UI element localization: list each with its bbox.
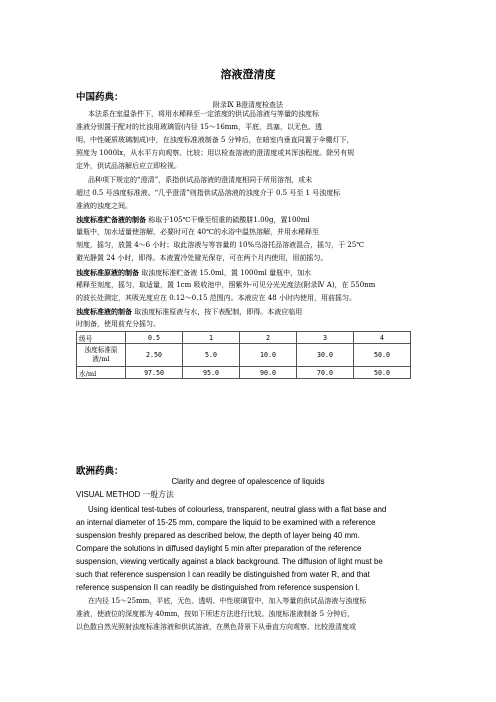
table-cell: 30.0: [297, 344, 354, 367]
para1-line: 照度为 1000lx，从水平方向观察、比较；用以检查溶液的澄清度或其浑浊程度。除另有规: [76, 149, 355, 157]
en-line: Using identical test-tubes of colourless, transparent, neutral glass with a flat base and: [88, 505, 387, 514]
table-row: [77, 344, 411, 367]
table-row: [77, 332, 411, 344]
table-cell: 2.50: [126, 344, 183, 367]
table-cell: 90.0: [240, 367, 297, 379]
table-row: [77, 367, 411, 379]
en-line: suspension, viewing vertically against a black background. The diffusion of light must be: [76, 557, 383, 566]
para2-line: 超过 0.5 号浊度标准液。“几乎澄清”则指供试品溶液的浊度介于 0.5 号至 1 号浊度标: [76, 189, 341, 197]
std-text: 取浊度标准原液与水，按下表配制，即得。本液应临用: [134, 308, 303, 316]
table-cell: 5.0: [183, 344, 240, 367]
para1-line: 本法系在室温条件下，将用水稀释至一定浓度的供试品溶液与等量的浊度标: [88, 110, 319, 118]
stock-line: 量瓶中，加水适量使溶解，必要时可在 40℃的水浴中温热溶解，并用水稀释至: [76, 228, 319, 236]
appendix-title: 附录Ⅸ B澄清度检查法: [212, 101, 284, 109]
stock-heading: 浊度标准贮备液的制备: [76, 215, 146, 224]
table-cell: 2: [240, 332, 297, 344]
en-line: Compare the solutions in diffused daylight 5 min after preparation of the reference: [76, 544, 362, 553]
en-line: suspension freshly prepared as described below, the depth of layer being 40 mm.: [76, 531, 360, 540]
table-cell: 95.0: [183, 367, 240, 379]
raw-line: 稀释至刻度，摇匀，取适量，置 1cm 吸收池中，照紫外-可见分光光度法(附录Ⅳ A)，在 550nm: [76, 281, 376, 289]
table-cell: 50.0: [354, 367, 411, 379]
std-line: 时制备，使用前充分摇匀。: [76, 320, 160, 328]
para1-line: 准液分别置于配对的比浊用玻璃管(内径 15～16mm，平底，具塞，以无色、透: [76, 123, 323, 131]
table-cell: 97.50: [126, 367, 183, 379]
row-header: 级号: [77, 332, 126, 344]
table-cell: 70.0: [297, 367, 354, 379]
raw-text: 取浊度标准贮备液 15.0ml，置 1000ml 量瓶中，加水: [141, 269, 312, 277]
zh-line: 以色散自然光照射浊度标准溶液和供试溶液，在黑色背景下从垂直方向观察、比较澄清度或: [76, 623, 356, 631]
en-line: such that reference suspension I can readily be distinguished from water R, and that: [76, 570, 370, 579]
stock-line: 避光静置 24 小时，即得。本液置冷处避光保存，可在两个月内使用，用前摇匀。: [76, 254, 328, 262]
zh-line: 在内径 15～25mm，平底，无色、透明、中性玻璃管中，加入等量的供试品溶液与浊度标: [88, 597, 367, 605]
section-heading-ep: 欧洲药典：: [76, 466, 124, 477]
raw-line-1: [76, 268, 311, 278]
para2-line: 品种项下规定的“澄清”，系指供试品溶液的澄清度相同于所用溶剂，或未: [88, 176, 313, 184]
row-header: 水/ml: [77, 367, 126, 379]
para2-line: 准液的浊度之间。: [76, 202, 132, 210]
stock-line: 刻度，摇匀，放置 4～6 小时；取此溶液与等容量的 10%乌洛托品溶液混合，摇匀，于 25℃: [76, 241, 365, 249]
stock-line-1: [76, 215, 310, 225]
method-label: VISUAL METHOD 一般方法: [76, 490, 174, 499]
raw-line: 的波长处测定，其吸光度应在 0.12～0.15 范围内。本液应在 48 小时内使用，用前摇匀。: [76, 294, 356, 302]
zh-line: 准液，使液位的深度都为 40mm，按如下所述方法进行比较。浊度标准液制备 5 分钟后，: [76, 610, 355, 618]
table-cell: 50.0: [354, 344, 411, 367]
document-title: 溶液澄清度: [220, 68, 276, 81]
std-line-1: [76, 307, 302, 317]
std-heading: 浊度标准液的制备: [76, 307, 132, 316]
table-cell: 3: [297, 332, 354, 344]
para1-line: 明、中性硬质玻璃制成)中，在浊度标准液制备 5 分钟后，在暗室内垂直同置于伞棚灯下，: [76, 136, 354, 144]
table-cell: 10.0: [240, 344, 297, 367]
en-line: an internal diameter of 15-25 mm, compare the liquid to be examined with a reference: [76, 518, 376, 527]
row-header: 浊度标准原液/ml: [77, 344, 126, 367]
ep-subtitle: Clarity and degree of opalescence of liquids: [171, 477, 325, 486]
section-heading-chp: 中国药典：: [76, 92, 124, 103]
table-cell: 4: [354, 332, 411, 344]
stock-text: 称取于105℃干燥至恒重的硫酸肼1.00g，置100ml: [148, 216, 310, 224]
para1-line: 定外，供试品溶解后应立即检视。: [76, 162, 181, 170]
raw-heading: 浊度标准原液的制备: [76, 268, 139, 277]
table-cell: 0.5: [126, 332, 183, 344]
en-line: reference suspension II can readily be distinguished from reference suspension I.: [76, 583, 360, 592]
table-cell: 1: [183, 332, 240, 344]
grade-table: [76, 331, 411, 379]
